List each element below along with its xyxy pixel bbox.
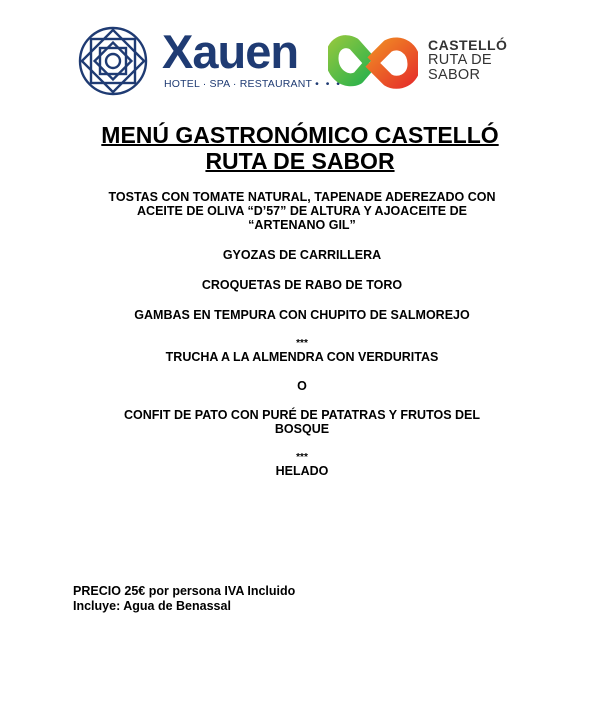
starter-1-line1: TOSTAS CON TOMATE NATURAL, TAPENADE ADEREZADO CON	[108, 190, 496, 204]
dessert: HELADO	[275, 464, 329, 478]
hotel-name: Xauen	[162, 25, 299, 78]
price-line: PRECIO 25€ por persona IVA Incluido	[73, 584, 296, 598]
starter-1-line3: “ARTENANO GIL”	[248, 218, 356, 232]
separator-1: ***	[296, 338, 308, 349]
includes-line: Incluye: Agua de Benassal	[73, 599, 231, 613]
tagline-dots: • • •	[315, 78, 342, 90]
starter-4: GAMBAS EN TEMPURA CON CHUPITO DE SALMOREJO	[134, 308, 470, 322]
starter-3: CROQUETAS DE RABO DE TORO	[201, 278, 403, 292]
main-1: TRUCHA A LA ALMENDRA CON VERDURITAS	[165, 350, 439, 364]
starter-1-line2: ACEITE DE OLIVA “D’57” DE ALTURA Y AJOACEITE DE	[137, 204, 467, 218]
partner-line1: CASTELLÓ	[428, 37, 508, 53]
starter-2: GYOZAS DE CARRILLERA	[222, 248, 382, 262]
partner-line2: RUTA DE	[428, 52, 492, 68]
menu-title-line2: RUTA DE SABOR	[205, 148, 395, 174]
partner-line3: SABOR	[428, 67, 481, 83]
header	[0, 0, 601, 110]
main-2-line1: CONFIT DE PATO CON PURÉ DE PATATRAS Y FRUTOS DEL	[123, 408, 481, 422]
hotel-tagline	[164, 78, 342, 90]
menu-title-line1: MENÚ GASTRONÓMICO CASTELLÓ	[101, 122, 499, 148]
xauen-seal-logo	[78, 26, 148, 96]
ruta-de-sabor-logo	[328, 34, 418, 90]
main-2-line2: BOSQUE	[274, 422, 330, 436]
separator-2: ***	[296, 452, 308, 463]
hotel-tagline-text: HOTEL · SPA · RESTAURANT	[164, 78, 313, 90]
menu-title	[60, 122, 540, 174]
partner-name	[428, 38, 507, 83]
or-divider: O	[297, 379, 307, 393]
menu-courses	[70, 190, 534, 478]
footer	[73, 584, 295, 614]
